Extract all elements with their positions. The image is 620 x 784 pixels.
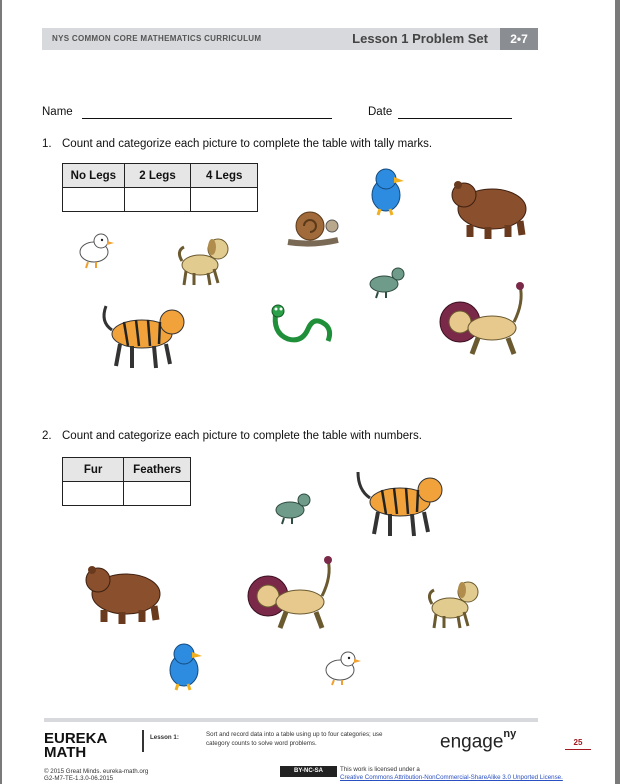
logo-line-1: EUREKA (44, 730, 108, 747)
page-number: 25 (565, 738, 591, 750)
snake-picture-1 (270, 303, 334, 349)
name-field[interactable] (82, 118, 332, 119)
tally-table (62, 163, 258, 212)
engage-text: engage (440, 731, 504, 753)
curriculum-header (42, 28, 538, 50)
problem-1-number: 1. (42, 138, 52, 150)
duck-picture (74, 230, 114, 270)
answer-cell-2-legs[interactable] (124, 188, 191, 212)
footer-divider (142, 730, 144, 752)
answer-cell-feathers[interactable] (124, 482, 191, 506)
footer-lesson-desc-1: Sort and record data into a table using up to four categories; use (206, 731, 383, 738)
lion-picture-1 (438, 282, 530, 360)
column-2-legs: 2 Legs (124, 164, 191, 188)
license-line-1: This work is licensed under a (340, 766, 420, 773)
dog-picture-1 (176, 233, 234, 289)
module-badge: 2•7 (500, 28, 538, 50)
date-label: Date (368, 106, 393, 118)
curriculum-name: NYS COMMON CORE MATHEMATICS CURRICULUM (52, 34, 262, 43)
date-field[interactable] (398, 118, 512, 119)
lesson-title: Lesson 1 Problem Set (352, 31, 488, 46)
tiger-picture-1 (98, 300, 190, 372)
engage-sup: ny (503, 728, 517, 740)
lion-picture-2 (246, 556, 338, 634)
bird-picture-1 (366, 165, 406, 217)
column-4-legs: 4 Legs (191, 164, 258, 188)
column-no-legs: No Legs (63, 164, 125, 188)
dog-picture-2 (426, 576, 484, 632)
bear-picture-1 (448, 175, 534, 241)
pigeon-picture-2 (272, 490, 312, 526)
eureka-math-logo (44, 732, 107, 760)
duck-picture-2 (322, 650, 362, 686)
footer-rule (44, 718, 538, 722)
copyright-line-1: © 2015 Great Minds. eureka-math.org (44, 768, 149, 775)
worksheet-page (2, 0, 615, 784)
pigeon-picture-1 (366, 264, 406, 300)
numbers-table (62, 457, 191, 506)
bear-picture-2 (82, 560, 168, 626)
column-feathers: Feathers (124, 458, 191, 482)
answer-cell-4-legs[interactable] (191, 188, 258, 212)
answer-cell-no-legs[interactable] (63, 188, 125, 212)
snail-picture (286, 206, 340, 246)
name-label: Name (42, 106, 73, 118)
copyright-line-2: G2-M7-TE-1.3.0-06.2015 (44, 775, 114, 782)
logo-line-2: MATH (44, 744, 87, 761)
tiger-picture-2 (352, 468, 444, 540)
cc-license-badge: BY-NC-SA (280, 766, 337, 777)
problem-2-number: 2. (42, 430, 52, 442)
answer-cell-fur[interactable] (63, 482, 124, 506)
footer-lesson-label: Lesson 1: (150, 734, 179, 741)
license-link[interactable]: Creative Commons Attribution-NonCommercial-ShareAlike 3.0 Unported License. (340, 774, 563, 781)
problem-1-text: Count and categorize each picture to complete the table with tally marks. (62, 138, 433, 150)
problem-2-text: Count and categorize each picture to complete the table with numbers. (62, 430, 422, 442)
engageny-logo (440, 728, 517, 753)
bird-picture-2 (164, 640, 204, 692)
column-fur: Fur (63, 458, 124, 482)
footer-lesson-desc-2: category counts to solve word problems. (206, 740, 317, 747)
